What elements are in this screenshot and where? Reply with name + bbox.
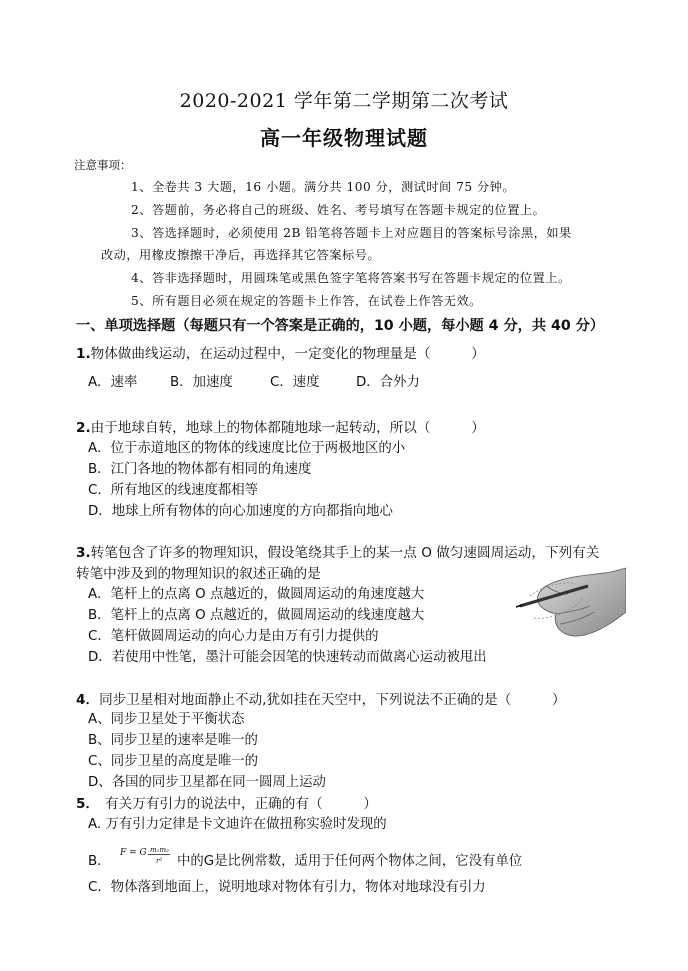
option-a: A．笔杆上的点离 O 点越近的，做圆周运动的角速度越大 (88, 587, 425, 602)
question-stem: 转笔包含了许多的物理知识，假设笔绕其手上的某一点 O 做匀速圆周运动，下列有关 (90, 545, 600, 561)
section-heading: 一、单项选择题（每题只有一个答案是正确的，10 小题，每小题 4 分，共 40 分） (76, 318, 605, 334)
option-a: A．位于赤道地区的物体的线速度比位于两极地区的小 (88, 441, 406, 456)
gravitation-formula (118, 842, 176, 870)
option-a: A、同步卫星处于平衡状态 (88, 712, 245, 727)
question-1-options (88, 371, 420, 390)
question-number: 2. (76, 420, 91, 436)
question-4 (76, 688, 566, 708)
question-stem: 同步卫星相对地面静止不动,犹如挂在天空中，下列说法不正确的是（ ） (99, 692, 566, 708)
hand-spinning-pen-image (516, 564, 626, 642)
option-d: D、各国的同步卫星都在同一圆周上运动 (88, 775, 326, 790)
question-2 (76, 416, 485, 436)
question-number: 4． (76, 692, 100, 708)
question-3-stem-cont: 转笔中涉及到的物理知识的叙述正确的是 (76, 566, 321, 582)
notice-item-5: 5、所有题目必须在规定的答题卡上作答，在试卷上作答无效。 (131, 294, 482, 308)
option-b-text: 中的G是比例常数，适用于任何两个物体之间，它没有单位 (177, 854, 523, 869)
option-d: D．地球上所有物体的向心加速度的方向都指向地心 (88, 504, 393, 519)
question-stem: 由于地球自转，地球上的物体都随地球一起转动，所以（ ） (90, 420, 485, 436)
question-number: 5． (76, 796, 100, 812)
question-stem: 物体做曲线运动，在运动过程中，一定变化的物理量是（ ） (90, 346, 485, 362)
question-stem: 有关万有引力的说法中，正确的有（ ） (105, 796, 377, 812)
notice-item-2: 2、答题前，务必将自己的班级、姓名、考号填写在答题卡规定的位置上。 (131, 203, 546, 217)
exam-title: 2020-2021 学年第二学期第二次考试 (179, 90, 509, 112)
option-b: B．笔杆上的点离 O 点越近的，做圆周运动的线速度越大 (88, 608, 425, 623)
question-1 (76, 342, 485, 362)
option-c: C、同步卫星的高度是唯一的 (88, 754, 259, 769)
notice-label: 注意事项： (74, 158, 132, 172)
notice-item-3-cont: 改动，用橡皮擦擦干净后，再选择其它答案标号。 (101, 248, 381, 262)
option-b-label: B． (88, 854, 111, 869)
option-a: A．速率 (88, 375, 138, 390)
question-number: 3. (76, 545, 91, 561)
exam-subtitle: 高一年级物理试题 (260, 126, 428, 150)
option-c: C．所有地区的线速度都相等 (88, 483, 259, 498)
option-c: C．物体落到地面上，说明地球对物体有引力，物体对地球没有引力 (88, 880, 486, 895)
notice-item-3: 3、答选择题时，必须使用 2B 铅笔将答题卡上对应题目的答案标号涂黑，如果 (131, 226, 572, 240)
svg-text:m₁m₂: m₁m₂ (150, 846, 169, 854)
option-c: C．笔杆做圆周运动的向心力是由万有引力提供的 (88, 629, 379, 644)
option-b: B、同步卫星的速率是唯一的 (88, 733, 258, 748)
question-3 (76, 541, 599, 561)
option-d: D．合外力 (356, 375, 420, 390)
option-d: D．若使用中性笔，墨汁可能会因笔的快速转动而做离心运动被甩出 (88, 650, 487, 665)
option-c: C．速度 (270, 375, 320, 390)
svg-text:F = G: F = G (120, 848, 147, 858)
notice-item-4: 4、答非选择题时，用圆珠笔或黑色签字笔将答案书写在答题卡规定的位置上。 (131, 271, 571, 285)
option-b: B．江门各地的物体都有相同的角速度 (88, 462, 312, 477)
option-b: B．加速度 (170, 375, 233, 390)
notice-item-1: 1、全卷共 3 大题，16 小题。满分共 100 分，测试时间 75 分钟。 (131, 180, 516, 194)
question-number: 1. (76, 346, 91, 362)
question-5 (76, 792, 377, 812)
svg-text:r²: r² (156, 857, 163, 865)
option-a: A. 万有引力定律是卡文迪许在做扭称实验时发现的 (88, 817, 387, 832)
